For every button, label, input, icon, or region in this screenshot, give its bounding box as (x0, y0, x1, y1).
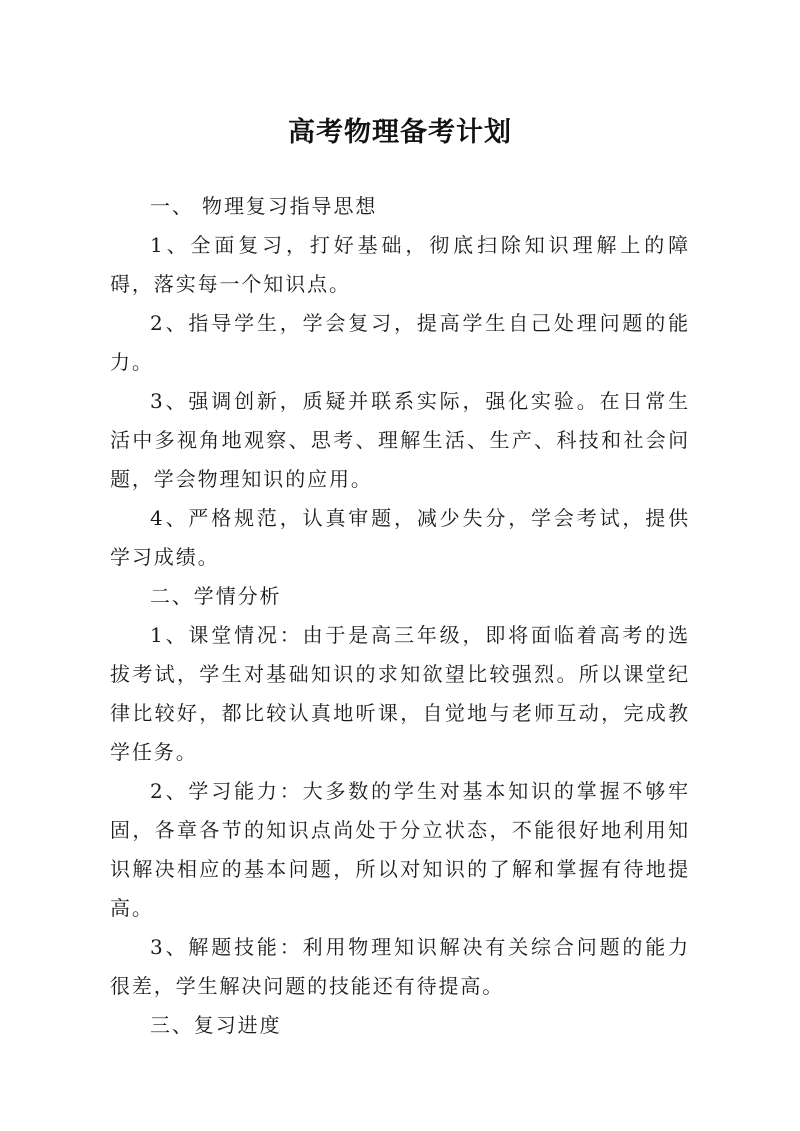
section-heading-review-progress: 三、复习进度 (150, 1013, 282, 1037)
paragraph-item-3: 3、强调创新，质疑并联系实际，强化实验。在日常生活中多视角地观察、思考、理解生活、生产、科技和社会问题，学会物理知识的应用。 (110, 389, 690, 491)
paragraph-classroom-situation: 1、课堂情况：由于是高三年级，即将面临着高考的选拔考试，学生对基础知识的求知欲望比较强烈。所以课堂纪律比较好，都比较认真地听课，自觉地与老师互动，完成教学任务。 (110, 623, 690, 764)
paragraph-item-4: 4、严格规范，认真审题，减少失分，学会考试，提供学习成绩。 (110, 506, 690, 569)
paragraph-item-1: 1、全面复习，打好基础，彻底扫除知识理解上的障碍，落实每一个知识点。 (110, 233, 690, 296)
section-heading-guiding-thought: 一、 物理复习指导思想 (150, 194, 378, 218)
paragraph-item-2: 2、指导学生，学会复习，提高学生自己处理问题的能力。 (110, 311, 690, 374)
section-heading-learning-analysis: 二、学情分析 (150, 584, 282, 608)
document-title: 高考物理备考计划 (288, 117, 512, 149)
paragraph-problem-solving-skills: 3、解题技能：利用物理知识解决有关综合问题的能力很差，学生解决问题的技能还有待提高。 (110, 935, 690, 998)
document-body (110, 187, 690, 1045)
paragraph-learning-ability: 2、学习能力：大多数的学生对基本知识的掌握不够牢固，各章各节的知识点尚处于分立状态，不能很好地利用知识解决相应的基本问题，所以对知识的了解和掌握有待地提高。 (110, 779, 690, 920)
